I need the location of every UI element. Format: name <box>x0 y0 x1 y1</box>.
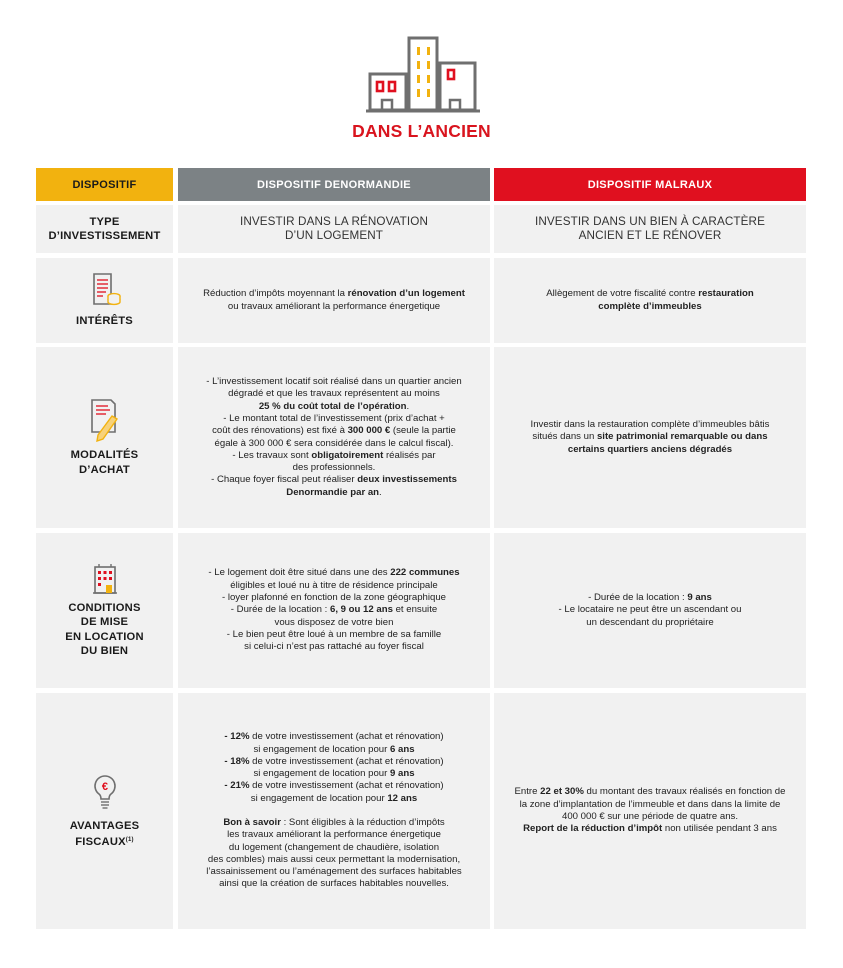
label-line <box>75 833 133 850</box>
text: - Chaque foyer fiscal peut réaliser <box>211 474 358 486</box>
text: si engagement de location pour <box>253 768 390 780</box>
text: - Les travaux sont <box>232 449 312 461</box>
text-line: - L’investissement locatif soit réalisé dans un quartier ancien <box>206 376 462 388</box>
bold-text: 222 communes <box>390 567 460 579</box>
text-line: 400 000 € sur une période de quatre ans. <box>561 811 739 822</box>
svg-text:€: € <box>101 780 108 793</box>
text-line <box>515 786 786 798</box>
text: réalisés par <box>383 449 436 461</box>
text-line <box>223 817 444 829</box>
text: Réduction d’impôts moyennant la <box>203 288 348 300</box>
bold-text: site patrimonial remarquable ou dans <box>596 431 768 443</box>
text-line: la zone d’implantation de l’immeuble et dans dans la limite de <box>519 798 781 810</box>
bold-text: obligatoirement <box>311 449 384 461</box>
type-malraux <box>494 205 806 253</box>
bold-text: Report de la réduction d’impôt <box>523 823 663 835</box>
text-line: - Le locataire ne peut être un ascendant ou <box>558 604 742 616</box>
type-denormandie <box>178 205 490 253</box>
text-line: vous disposez de votre bien <box>274 616 394 628</box>
text-line <box>231 604 437 616</box>
text-line: du logement (changement de chaudière, isolation <box>228 841 440 853</box>
bold-text: certains quartiers anciens dégradés <box>567 443 733 455</box>
label-line: DU BIEN <box>80 645 129 657</box>
bold-text: 9 ans <box>390 768 415 780</box>
label-line: TYPE <box>89 215 120 228</box>
text: du montant des travaux réalisés en fonction de <box>583 786 786 798</box>
text: FISCAUX <box>75 836 126 848</box>
row-label-modalites <box>36 347 173 528</box>
bold-text: - 12% <box>224 731 250 743</box>
text-line: égale à 300 000 € sera considérée dans le calcul fiscal). <box>214 437 454 449</box>
text-line: un descendant du propriétaire <box>586 616 714 628</box>
label-line: DE MISE <box>80 616 129 628</box>
row-label-type <box>36 205 173 253</box>
text-line: l’assainissement ou l’aménagement des surfaces habitables <box>206 866 462 878</box>
label-line: D’ACHAT <box>79 463 130 476</box>
label-line: MODALITÉS <box>70 449 139 461</box>
text: Entre <box>514 786 541 798</box>
text-line <box>212 425 456 437</box>
bold-text: 6 ans <box>390 743 415 755</box>
conditions-denormandie <box>178 533 490 688</box>
bold-text: Denormandie par an <box>286 486 380 498</box>
conditions-malraux <box>494 533 806 688</box>
text-line: des professionnels. <box>292 462 376 474</box>
text-line: Investir dans la restauration complète d’immeubles bâtis <box>530 419 770 431</box>
bold-text: 6, 9 ou 12 ans <box>330 604 393 616</box>
row-label-interets <box>36 258 173 343</box>
bold-text: 12 ans <box>387 792 418 804</box>
text-line: les travaux améliorant la performance énergetique <box>227 829 441 841</box>
text-line: dégradé et que les travaux représentent au moins <box>228 388 440 400</box>
label-line: EN LOCATION <box>65 630 144 643</box>
text: non utilisée pendant 3 ans <box>662 823 777 835</box>
text-line <box>598 301 701 313</box>
text: - Durée de la location : <box>230 604 330 616</box>
text: - Durée de la location : <box>588 592 688 604</box>
header-denormandie: DISPOSITIF DENORMANDIE <box>178 168 490 201</box>
text-line <box>224 780 443 792</box>
text-line <box>203 288 465 300</box>
text-line <box>588 592 712 604</box>
bold-text: deux investissements <box>357 474 457 486</box>
text-line <box>259 401 409 413</box>
text-line: des combles) mais aussi ceux permettant la modernisation, <box>207 853 461 865</box>
text: si engagement de location pour <box>250 792 388 804</box>
bold-text: Bon à savoir <box>223 817 281 828</box>
text-line <box>568 444 732 456</box>
text-line: éligibles et loué nu à titre de résidence principale <box>230 579 438 591</box>
apartment-building-icon <box>92 563 118 595</box>
label-line: D’INVESTISSEMENT <box>48 230 161 242</box>
text-line: INVESTIR DANS UN BIEN À CARACTÈRE <box>535 214 765 228</box>
avantages-denormandie <box>178 693 490 929</box>
text: . <box>406 400 410 412</box>
bold-text: complète d’immeubles <box>598 300 702 312</box>
avantages-malraux <box>494 693 806 929</box>
text-line <box>232 450 435 462</box>
text-line: ANCIEN ET LE RÉNOVER <box>578 229 722 242</box>
text-line <box>211 474 457 486</box>
text-line: si celui-ci n’est pas rattaché au foyer fiscal <box>244 641 424 653</box>
label-line: INTÉRÊTS <box>76 315 133 328</box>
document-pen-icon <box>88 398 122 442</box>
row-label-avantages <box>36 693 173 929</box>
text-line: - Le bien peut être loué à un membre de sa famille <box>226 628 442 640</box>
lightbulb-euro-icon <box>91 773 119 813</box>
text-line <box>546 288 753 300</box>
text-line: - Le montant total de l’investissement (prix d’achat + <box>223 412 445 424</box>
text-line <box>532 431 767 443</box>
label-line: CONDITIONS <box>68 601 141 614</box>
text: si engagement de location pour <box>253 743 390 755</box>
row-label-conditions <box>36 533 173 688</box>
text: de votre investissement (achat et rénovation) <box>249 780 444 792</box>
text-line <box>286 487 381 499</box>
text-line: ou travaux améliorant la performance énergetique <box>227 300 441 312</box>
header-dispositif: DISPOSITIF <box>36 168 173 201</box>
page-title: DANS L’ANCIEN <box>352 121 491 141</box>
text: : Sont éligibles à la réduction d’impôts <box>280 817 445 828</box>
bold-text: 22 et 30% <box>540 786 584 798</box>
text: et ensuite <box>392 604 438 616</box>
text: - Le logement doit être situé dans une des <box>208 567 391 579</box>
text-line <box>253 768 414 780</box>
text: de votre investissement (achat et rénovation) <box>249 731 444 743</box>
text-line <box>523 823 777 835</box>
text-line <box>251 793 417 805</box>
modalites-denormandie <box>178 347 490 528</box>
bold-text: - 18% <box>224 755 250 767</box>
text: situés dans un <box>532 431 597 443</box>
bold-text: 9 ans <box>687 592 712 604</box>
text-line <box>224 756 443 768</box>
text-line: - loyer plafonné en fonction de la zone géographique <box>221 592 447 604</box>
header-malraux: DISPOSITIF MALRAUX <box>494 168 806 201</box>
label-line: AVANTAGES <box>69 819 140 832</box>
footnote-marker: (1) <box>125 837 134 843</box>
bold-text: - 21% <box>224 780 250 792</box>
text-line: ainsi que la création de surfaces habitables nouvelles. <box>219 878 449 890</box>
document-coins-icon <box>88 272 122 308</box>
text: de votre investissement (achat et rénovation) <box>249 755 444 767</box>
buildings-icon <box>365 32 481 114</box>
text: (seule la partie <box>390 425 456 437</box>
text-line: D’UN LOGEMENT <box>284 229 384 242</box>
bold-text: rénovation d’un logement <box>347 288 465 300</box>
bold-text: 25 % du coût total de l’opération <box>258 400 407 412</box>
modalites-malraux <box>494 347 806 528</box>
interets-malraux <box>494 258 806 343</box>
bold-text: restauration <box>698 288 754 300</box>
text-line <box>224 731 443 743</box>
text-line <box>253 744 414 756</box>
text-line <box>208 567 459 579</box>
text: . <box>379 486 382 498</box>
interets-denormandie <box>178 258 490 343</box>
text: Allègement de votre fiscalité contre <box>546 288 699 300</box>
bold-text: 300 000 € <box>347 425 391 437</box>
text-line: INVESTIR DANS LA RÉNOVATION <box>239 214 428 228</box>
text: coût des rénovations) est fixé à <box>212 425 348 437</box>
